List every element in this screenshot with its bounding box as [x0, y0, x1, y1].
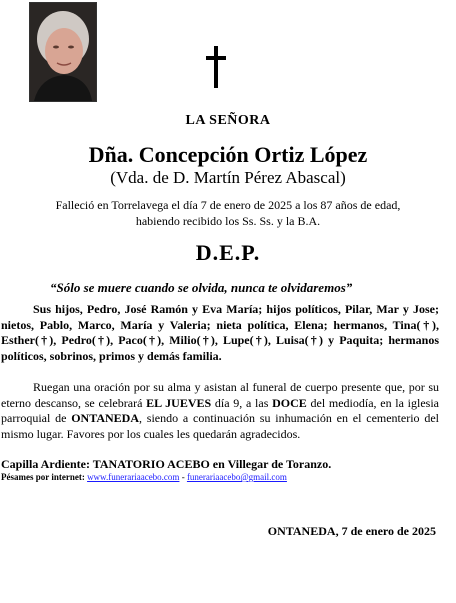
- pesames-url-link[interactable]: www.funerariaacebo.com: [87, 472, 180, 482]
- pesames-separator: -: [181, 472, 185, 482]
- memorial-quote: “Sólo se muere cuando se olvida, nunca te olvidaremos”: [50, 280, 353, 295]
- funeral-text: [1, 380, 439, 442]
- funeral-text-3: del mediodía, en la iglesia parroquial de: [1, 395, 439, 425]
- pesames-label: Pésames por internet:: [1, 472, 85, 482]
- deceased-name: Dña. Concepción Ortiz López: [88, 142, 368, 167]
- family-text: Sus hijos, Pedro, José Ramón y Eva María; hijos políticos, Pilar, Mar y Jose; nietos, Pablo, Marco, María y Valeria; nieta política, Elena; hermanos, Tina(†), Esther(†), Pedro(†), Paco(†), Milio(†), Lupe(†), Luisa(†) y Paquita; hermanos políticos, sobrinos, primos y demás familia.: [1, 302, 439, 363]
- death-line-1: Falleció en Torrelavega el día 7 de enero de 2025 a los 87 años de edad,: [55, 198, 401, 212]
- death-line-2: habiendo recibido los Ss. Ss. y la B.A.: [135, 214, 321, 228]
- funeral-paragraph: [1, 380, 439, 442]
- widow-of: (Vda. de D. Martín Pérez Abascal): [110, 168, 346, 187]
- cross-icon: [205, 46, 227, 88]
- funeral-day: EL JUEVES: [146, 395, 212, 410]
- funeral-text-2: día 9, a las: [211, 395, 273, 410]
- funeral-text-4: , siendo a continuación su inhumación en el cementerio del mismo lugar. Favores por los cuales les quedarán agradecidos.: [1, 411, 439, 441]
- pesames-email-link[interactable]: funerariaacebo@gmail.com: [186, 472, 287, 482]
- pesames-line: [1, 472, 287, 482]
- funeral-text-1: Ruegan una oración por su alma y asistan al funeral de cuerpo presente que, por su eterno descanso, se celebrará: [1, 380, 439, 410]
- deceased-photo: [29, 2, 97, 102]
- family-paragraph: [1, 302, 439, 364]
- dep-heading: D.E.P.: [195, 240, 261, 265]
- death-notice: [0, 197, 456, 229]
- capilla-ardiente: Capilla Ardiente: TANATORIO ACEBO en Villegar de Toranzo.: [1, 457, 332, 471]
- signoff: ONTANEDA, 7 de enero de 2025: [267, 524, 436, 538]
- funeral-time: DOCE: [272, 395, 307, 410]
- funeral-place: ONTANEDA: [71, 411, 139, 425]
- header-label: LA SEÑORA: [185, 113, 271, 128]
